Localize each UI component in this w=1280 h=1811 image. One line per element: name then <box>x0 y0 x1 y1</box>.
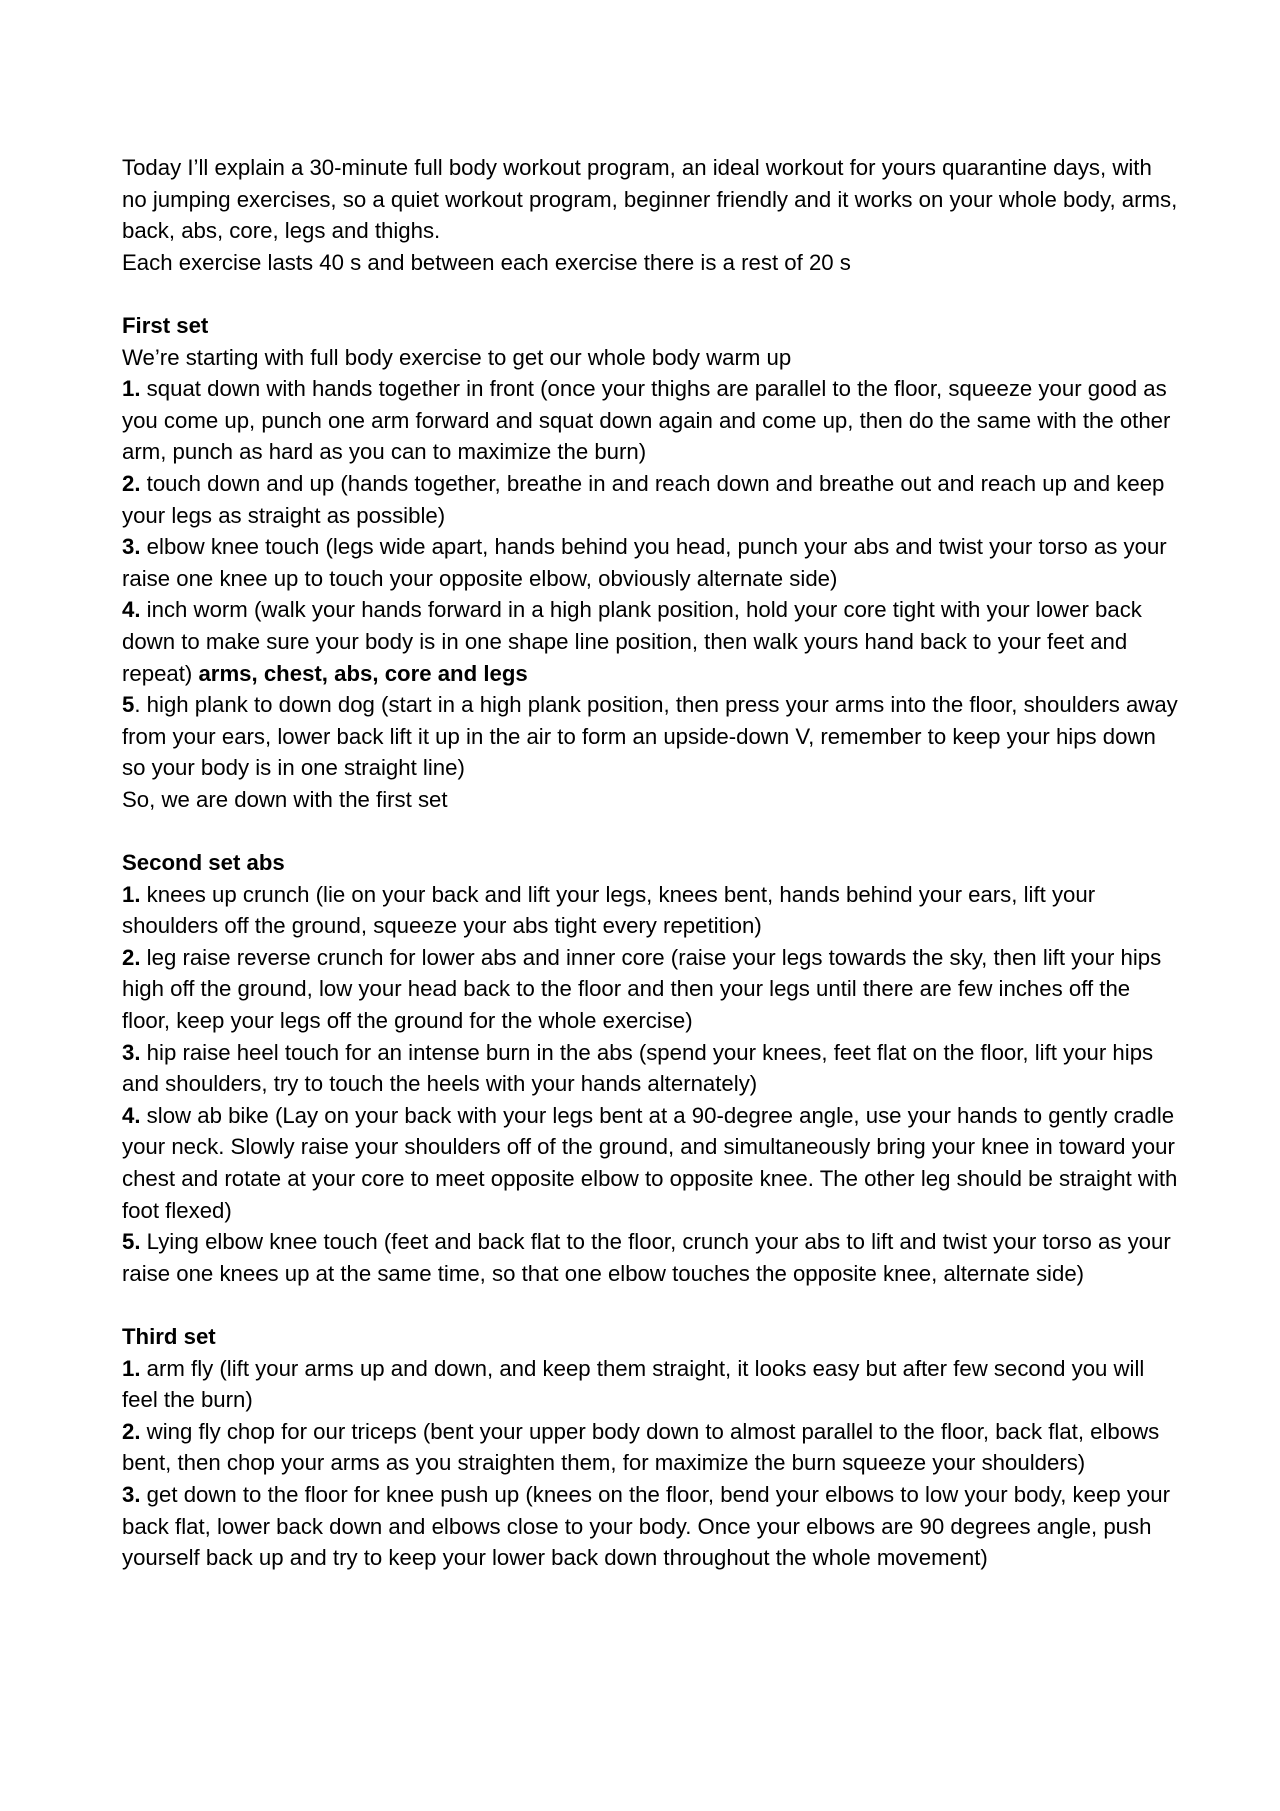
set1-heading: First set <box>122 312 209 338</box>
item-text: touch down and up (hands together, breathe in and reach down and breathe out and reach up and keep your legs as straight as possible) <box>122 470 1165 528</box>
set1-item-4 <box>122 594 1182 689</box>
set2-item-3 <box>122 1037 1182 1100</box>
set1-intro: We’re starting with full body exercise to get our whole body warm up <box>122 344 792 370</box>
set2-heading: Second set abs <box>122 850 285 876</box>
item-number: 1. <box>122 1355 141 1381</box>
set2-item-5 <box>122 1226 1182 1289</box>
item-text: . high plank to down dog (start in a high plank position, then press your arms into the floor, shoulders away from your ears, lower back lift it up in the air to form an upside-down V, remember to keep your hips down so your body is in one straight line) <box>122 692 1178 781</box>
set1-item-2 <box>122 468 1182 531</box>
item-number: 3. <box>122 534 141 560</box>
item-number: 4. <box>122 1102 141 1128</box>
item-text: knees up crunch (lie on your back and lift your legs, knees bent, hands behind your ears, lift your shoulders off the ground, squeeze your abs tight every repetition) <box>122 881 1096 939</box>
blank-line <box>122 278 1182 310</box>
item-text: leg raise reverse crunch for lower abs and inner core (raise your legs towards the sky, then lift your hips high off the ground, low your head back to the floor and then your legs until there are few inches off the floor, keep your legs off the ground for the whole exercise) <box>122 944 1162 1034</box>
item-text: wing fly chop for our triceps (bent your upper body down to almost parallel to the floor, back flat, elbows bent, then chop your arms as you straighten them, for maximize the burn squeeze your shoulders) <box>122 1418 1160 1476</box>
item-bold-tail: arms, chest, abs, core and legs <box>198 660 528 686</box>
item-text: squat down with hands together in front (once your thighs are parallel to the floor, squeeze your good as you come up, punch one arm forward and squat down again and come up, then do the same with the other arm, punch as hard as you can to maximize the burn) <box>122 376 1171 465</box>
set2-item-1 <box>122 879 1182 942</box>
item-text: elbow knee touch (legs wide apart, hands behind you head, punch your abs and twist your torso as your raise one knee up to touch your opposite elbow, obviously alternate side) <box>122 534 1167 591</box>
set3-item-3 <box>122 1479 1182 1574</box>
item-text: slow ab bike (Lay on your back with your legs bent at a 90-degree angle, use your hands to gently cradle your neck. Slowly raise your shoulders off of the ground, and simultaneously bring your knee in toward your chest and rotate at your core to meet opposite elbow to opposite knee. The other leg should be straight with foot flexed) <box>122 1102 1178 1223</box>
blank-line <box>122 815 1182 847</box>
document-page <box>122 152 1182 1574</box>
item-number: 5. <box>122 1229 141 1255</box>
item-number: 5 <box>122 692 135 718</box>
set1-outro: So, we are down with the first set <box>122 786 448 812</box>
item-number: 2. <box>122 944 141 970</box>
item-number: 3. <box>122 1039 141 1065</box>
set1-item-1 <box>122 373 1182 468</box>
set1-item-5 <box>122 689 1182 784</box>
item-text: hip raise heel touch for an intense burn in the abs (spend your knees, feet flat on the floor, lift your hips and shoulders, try to touch the heels with your hands alternately) <box>122 1039 1154 1097</box>
set1-item-3 <box>122 531 1182 594</box>
item-number: 1. <box>122 881 141 907</box>
item-text: arm fly (lift your arms up and down, and keep them straight, it looks easy but after few second you will feel the burn) <box>122 1355 1145 1413</box>
item-number: 4. <box>122 597 141 623</box>
intro-paragraph: Today I’ll explain a 30-minute full body workout program, an ideal workout for yours quarantine days, with no jumping exercises, so a quiet workout program, beginner friendly and it works on your whole body, arms, back, abs, core, legs and thighs. <box>122 155 1178 244</box>
item-number: 2. <box>122 470 141 496</box>
item-text: inch worm (walk your hands forward in a high plank position, hold your core tight with your lower back down to make sure your body is in one shape line position, then walk yours hand back to your feet and repeat) <box>122 597 1142 686</box>
set2-item-4 <box>122 1100 1182 1226</box>
set3-item-1 <box>122 1353 1182 1416</box>
item-number: 2. <box>122 1418 141 1444</box>
item-text: get down to the floor for knee push up (knees on the floor, bend your elbows to low your body, keep your back flat, lower back down and elbows close to your body. Once your elbows are 90 degrees angle, push yourself back up and try to keep your lower back down throughout the whole movement) <box>122 1481 1170 1571</box>
set2-item-2 <box>122 942 1182 1037</box>
set3-item-2 <box>122 1416 1182 1479</box>
intro-rest-info: Each exercise lasts 40 s and between each exercise there is a rest of 20 s <box>122 249 851 275</box>
item-text: Lying elbow knee touch (feet and back flat to the floor, crunch your abs to lift and twist your torso as your raise one knees up at the same time, so that one elbow touches the opposite knee, alternate side) <box>122 1229 1171 1286</box>
item-number: 1. <box>122 376 141 402</box>
set3-heading: Third set <box>122 1323 216 1349</box>
item-number: 3. <box>122 1481 141 1507</box>
blank-line <box>122 1289 1182 1321</box>
